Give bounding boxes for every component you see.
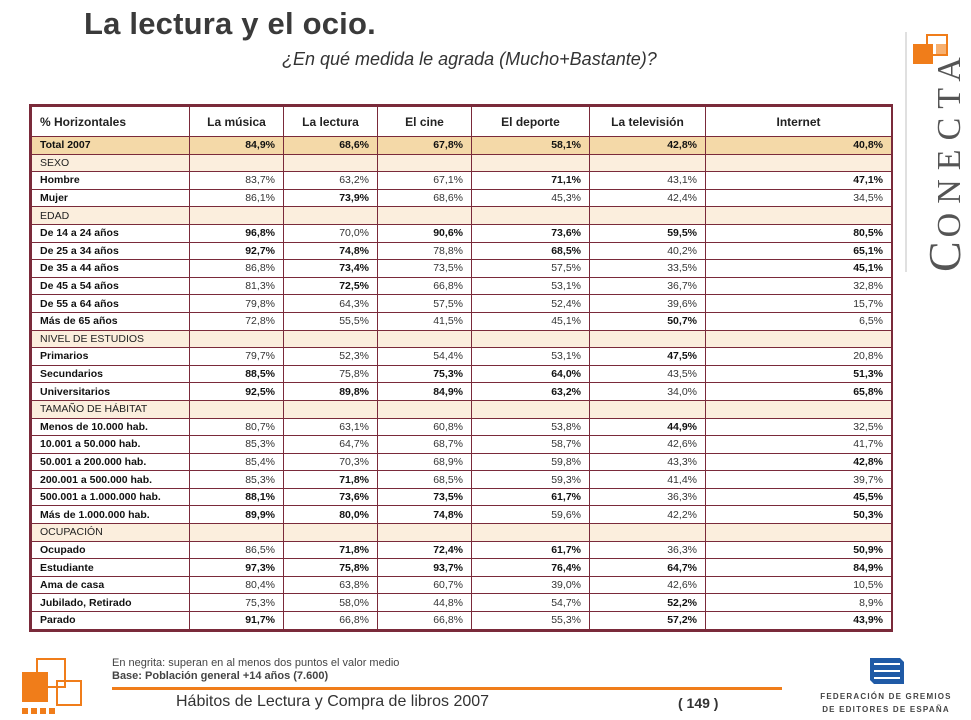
table-cell: 34,0% [590,383,706,401]
row-label: Estudiante [32,559,190,577]
table-cell: 72,4% [378,541,472,559]
row-label: Total 2007 [32,137,190,155]
table-cell: 59,8% [472,453,590,471]
table-cell: 36,7% [590,277,706,295]
table-cell: 93,7% [378,559,472,577]
table-cell [590,400,706,418]
table-cell: 70,0% [284,224,378,242]
table-row [32,576,892,594]
row-label: De 14 a 24 años [32,224,190,242]
table-cell: 58,7% [472,436,590,454]
federation-name: FEDERACIÓN DE GREMIOS DE EDITORES DE ESPAÑA [820,692,952,714]
table-cell: 66,8% [378,612,472,630]
table-cell [590,207,706,225]
table-cell: 97,3% [190,559,284,577]
table-cell: 52,3% [284,348,378,366]
table-cell: 45,5% [706,488,892,506]
table-cell: 8,9% [706,594,892,612]
row-label: 200.001 a 500.000 hab. [32,471,190,489]
table-cell: 65,8% [706,383,892,401]
table-cell: 72,5% [284,277,378,295]
footer-document-title: Hábitos de Lectura y Compra de libros 2007 [176,693,490,710]
table-cell: 83,7% [190,172,284,190]
table-cell [472,524,590,542]
table-row [32,612,892,630]
table-cell: 73,4% [284,260,378,278]
row-label: Mujer [32,189,190,207]
table-cell: 64,7% [590,559,706,577]
table-cell [190,330,284,348]
table-cell: 63,2% [284,172,378,190]
table-cell: 70,3% [284,453,378,471]
table-cell: 36,3% [590,541,706,559]
row-label: De 45 a 54 años [32,277,190,295]
table-cell: 10,5% [706,576,892,594]
row-label: SEXO [32,154,190,172]
table-cell [378,524,472,542]
table-cell: 42,2% [590,506,706,524]
footer-divider [112,687,782,690]
bold-note: En negrita: superan en al menos dos puntos el valor medio [112,657,400,669]
table-cell: 67,1% [378,172,472,190]
row-label: Secundarios [32,365,190,383]
table-cell: 86,5% [190,541,284,559]
table-row [32,541,892,559]
table-cell: 84,9% [378,383,472,401]
table-cell [190,524,284,542]
table-cell [190,154,284,172]
table-cell: 40,2% [590,242,706,260]
table-cell: 80,0% [284,506,378,524]
column-header: La lectura [284,107,378,137]
table-cell: 41,4% [590,471,706,489]
table-cell: 61,7% [472,541,590,559]
table-cell [590,524,706,542]
table-cell [378,207,472,225]
table-cell: 42,8% [590,137,706,155]
table-row [32,277,892,295]
row-label: NIVEL DE ESTUDIOS [32,330,190,348]
row-label: Primarios [32,348,190,366]
row-label: De 55 a 64 años [32,295,190,313]
table-cell: 6,5% [706,312,892,330]
table-row [32,383,892,401]
table-total-row [32,137,892,155]
table-row [32,506,892,524]
column-header: La televisión [590,107,706,137]
table-cell: 45,1% [472,312,590,330]
table-cell: 73,9% [284,189,378,207]
row-label: Ocupado [32,541,190,559]
base-note: Base: Población general +14 años (7.600) [112,670,329,682]
column-header: Internet [706,107,892,137]
column-header-label: % Horizontales [32,107,190,137]
table-section-row [32,330,892,348]
table-cell: 71,8% [284,541,378,559]
table-row [32,348,892,366]
table-cell: 73,6% [284,488,378,506]
table-cell: 42,8% [706,453,892,471]
table-cell: 73,6% [472,224,590,242]
table-row [32,224,892,242]
table-section-row [32,207,892,225]
column-header: El deporte [472,107,590,137]
row-label: 50.001 a 200.000 hab. [32,453,190,471]
row-label: Hombre [32,172,190,190]
table-cell: 40,8% [706,137,892,155]
table-cell: 64,3% [284,295,378,313]
table-cell: 15,7% [706,295,892,313]
table-cell: 57,5% [378,295,472,313]
table-cell: 63,8% [284,576,378,594]
table-cell: 58,0% [284,594,378,612]
table-cell: 79,7% [190,348,284,366]
page-number: ( 149 ) [678,695,719,711]
table-cell: 60,7% [378,576,472,594]
table-cell [284,400,378,418]
table-cell: 41,7% [706,436,892,454]
row-label: Más de 65 años [32,312,190,330]
table-cell: 42,6% [590,576,706,594]
table-row [32,418,892,436]
table-cell: 96,8% [190,224,284,242]
table-row [32,189,892,207]
row-label: Parado [32,612,190,630]
table-cell: 53,1% [472,348,590,366]
table-cell: 92,5% [190,383,284,401]
table-cell: 74,8% [378,506,472,524]
table-cell: 52,2% [590,594,706,612]
row-label: Universitarios [32,383,190,401]
table-cell [706,524,892,542]
table-cell: 89,8% [284,383,378,401]
table-cell: 57,5% [472,260,590,278]
table-cell: 85,3% [190,471,284,489]
table-cell [472,330,590,348]
table-cell: 59,6% [472,506,590,524]
table-cell: 53,1% [472,277,590,295]
table-cell: 67,8% [378,137,472,155]
table-cell: 44,9% [590,418,706,436]
table-cell: 80,4% [190,576,284,594]
table-cell: 59,3% [472,471,590,489]
table-cell: 63,2% [472,383,590,401]
table-row [32,436,892,454]
row-label: Jubilado, Retirado [32,594,190,612]
table-section-row [32,400,892,418]
table-cell: 57,2% [590,612,706,630]
table-cell [190,400,284,418]
table-row [32,295,892,313]
table-cell: 34,5% [706,189,892,207]
table-row [32,312,892,330]
table-cell: 80,7% [190,418,284,436]
table-cell: 20,8% [706,348,892,366]
table-cell: 75,8% [284,559,378,577]
table-cell [472,154,590,172]
table-cell [378,330,472,348]
table-cell: 50,7% [590,312,706,330]
row-label: 10.001 a 50.000 hab. [32,436,190,454]
table-row [32,488,892,506]
table-cell: 66,8% [378,277,472,295]
table-cell: 72,8% [190,312,284,330]
brand-wordmark: CONECTA [919,48,970,272]
table-cell: 89,9% [190,506,284,524]
table-cell [706,400,892,418]
table-cell: 75,3% [378,365,472,383]
table-cell: 78,8% [378,242,472,260]
table-cell: 71,8% [284,471,378,489]
table-cell: 43,9% [706,612,892,630]
table-cell: 55,5% [284,312,378,330]
table-cell: 86,1% [190,189,284,207]
table-cell [706,207,892,225]
table-cell: 68,7% [378,436,472,454]
table-cell: 36,3% [590,488,706,506]
page-subtitle: ¿En qué medida le agrada (Mucho+Bastante)? [282,49,657,69]
table-cell: 65,1% [706,242,892,260]
page-title: La lectura y el ocio. [84,6,376,41]
table-cell: 32,8% [706,277,892,295]
table-cell: 45,1% [706,260,892,278]
row-label: De 35 a 44 años [32,260,190,278]
table-row [32,242,892,260]
table-cell: 85,4% [190,453,284,471]
row-label: TAMAÑO DE HÁBITAT [32,400,190,418]
table-cell: 54,7% [472,594,590,612]
table-row [32,365,892,383]
table-header-row [32,107,892,137]
table-cell: 58,1% [472,137,590,155]
table-cell: 47,1% [706,172,892,190]
table-cell: 54,4% [378,348,472,366]
table-cell [190,207,284,225]
table-cell: 55,3% [472,612,590,630]
table-cell: 86,8% [190,260,284,278]
table-cell: 43,1% [590,172,706,190]
table-cell [706,330,892,348]
column-header: La música [190,107,284,137]
row-label: Ama de casa [32,576,190,594]
table-cell [378,400,472,418]
table-cell: 64,7% [284,436,378,454]
table-cell: 92,7% [190,242,284,260]
table-cell: 50,3% [706,506,892,524]
table-cell: 45,3% [472,189,590,207]
row-label: EDAD [32,207,190,225]
table-cell: 53,8% [472,418,590,436]
table-cell: 88,5% [190,365,284,383]
table-cell: 79,8% [190,295,284,313]
table-cell: 68,6% [284,137,378,155]
table-row [32,471,892,489]
table-cell: 32,5% [706,418,892,436]
table-cell: 66,8% [284,612,378,630]
table-cell [284,207,378,225]
row-label: De 25 a 34 años [32,242,190,260]
table-cell [472,207,590,225]
table-cell: 33,5% [590,260,706,278]
table-cell [284,524,378,542]
table-cell: 39,6% [590,295,706,313]
table-cell: 81,3% [190,277,284,295]
table-cell: 61,7% [472,488,590,506]
table-cell [284,154,378,172]
table-cell: 52,4% [472,295,590,313]
table-section-row [32,524,892,542]
table-cell: 59,5% [590,224,706,242]
table-cell: 47,5% [590,348,706,366]
table-cell [706,154,892,172]
table-cell: 68,6% [378,189,472,207]
table-section-row [32,154,892,172]
table-cell: 68,5% [378,471,472,489]
table-cell: 63,1% [284,418,378,436]
row-label: Menos de 10.000 hab. [32,418,190,436]
table-cell: 73,5% [378,488,472,506]
table-cell [378,154,472,172]
table-cell: 51,3% [706,365,892,383]
table-cell: 84,9% [190,137,284,155]
table-cell: 71,1% [472,172,590,190]
table-cell: 42,4% [590,189,706,207]
table-cell: 88,1% [190,488,284,506]
table-cell: 41,5% [378,312,472,330]
table-cell [284,330,378,348]
table-cell: 43,5% [590,365,706,383]
table-cell: 60,8% [378,418,472,436]
table-cell: 68,9% [378,453,472,471]
table-cell: 91,7% [190,612,284,630]
table-cell: 64,0% [472,365,590,383]
table-cell: 42,6% [590,436,706,454]
table-cell: 39,7% [706,471,892,489]
table-cell: 75,8% [284,365,378,383]
row-label: Más de 1.000.000 hab. [32,506,190,524]
table-cell [472,400,590,418]
federation-emblem-icon [818,656,958,690]
table-cell: 44,8% [378,594,472,612]
table-cell: 39,0% [472,576,590,594]
table-cell: 85,3% [190,436,284,454]
table-row [32,559,892,577]
footnotes [112,657,399,683]
column-header: El cine [378,107,472,137]
table-row [32,260,892,278]
table-cell: 80,5% [706,224,892,242]
row-label: OCUPACIÓN [32,524,190,542]
table-cell [590,154,706,172]
table-cell: 75,3% [190,594,284,612]
table-cell: 74,8% [284,242,378,260]
table-cell: 90,6% [378,224,472,242]
table-cell: 76,4% [472,559,590,577]
table-row [32,453,892,471]
table-cell [590,330,706,348]
row-label: 500.001 a 1.000.000 hab. [32,488,190,506]
table-cell: 50,9% [706,541,892,559]
table-row [32,172,892,190]
data-table [29,104,893,632]
table-cell: 73,5% [378,260,472,278]
table-cell: 68,5% [472,242,590,260]
table-cell: 84,9% [706,559,892,577]
table-cell: 43,3% [590,453,706,471]
table-row [32,594,892,612]
